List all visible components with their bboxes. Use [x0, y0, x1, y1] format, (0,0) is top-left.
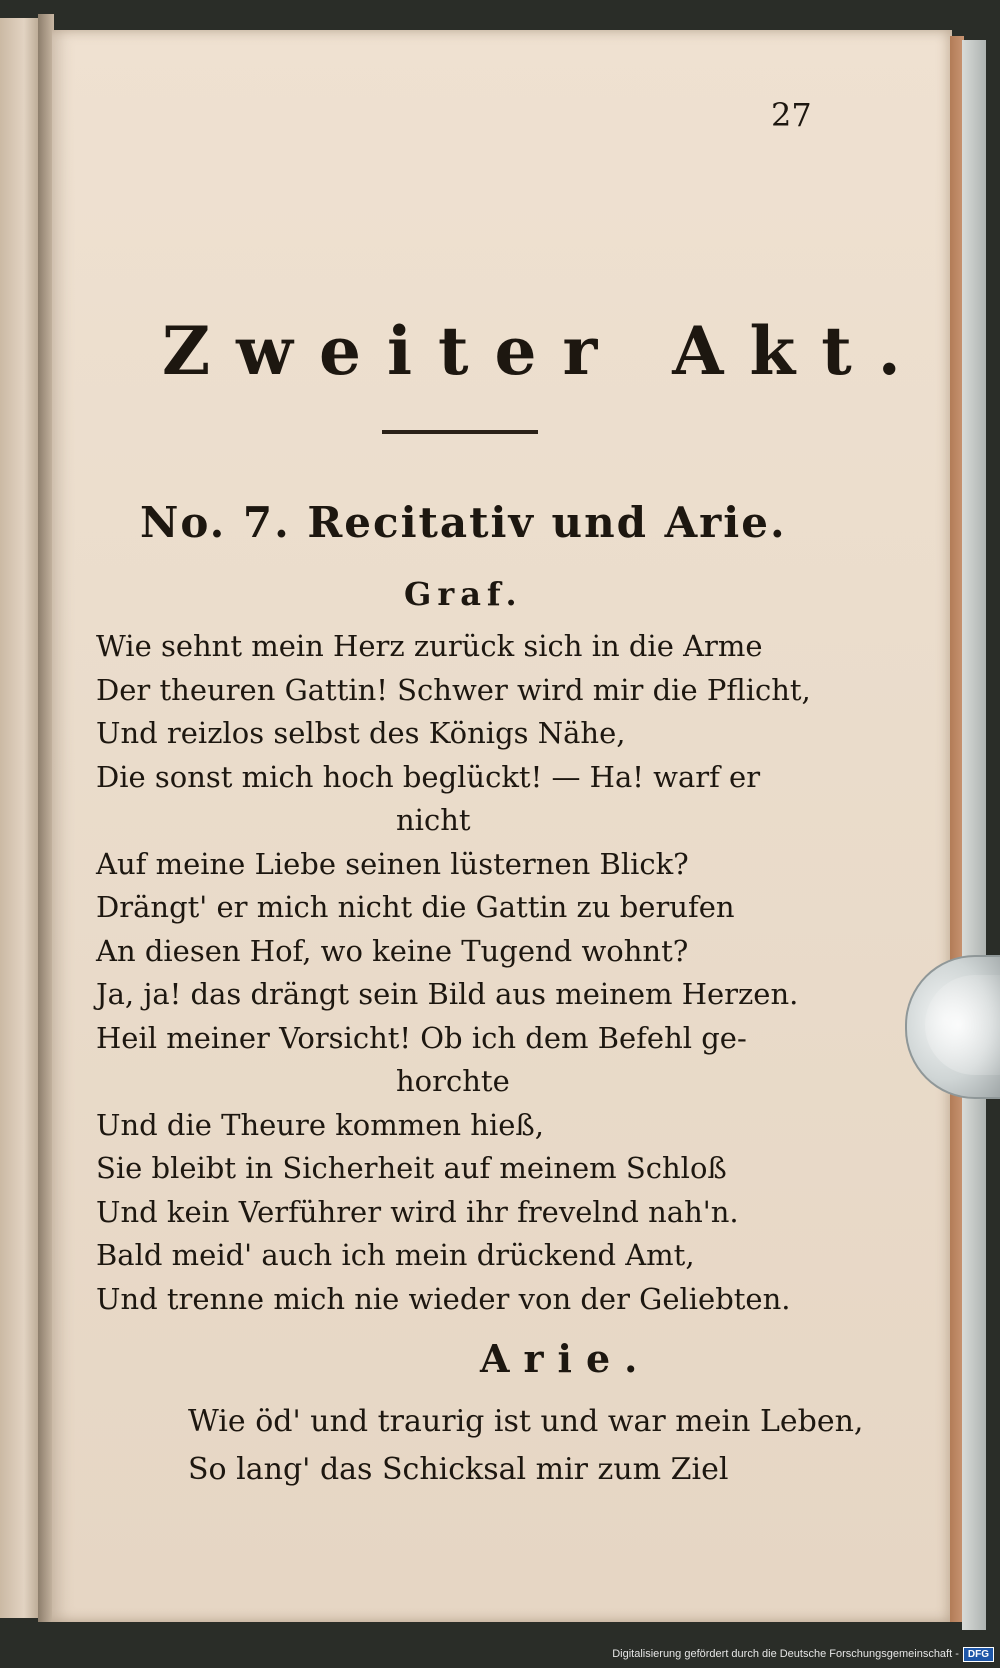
text-line: horchte	[396, 1064, 510, 1098]
recitative-text	[96, 625, 836, 1321]
text-line: Auf meine Liebe seinen lüsternen Blick?	[96, 846, 689, 881]
dfg-logo: DFG	[963, 1647, 994, 1662]
text-line: nicht	[396, 803, 471, 837]
aria-text	[188, 1398, 864, 1494]
text-line: So lang' das Schicksal mir zum Ziel	[188, 1452, 729, 1487]
page-number: 27	[771, 96, 812, 134]
text-line: Bald meid' auch ich mein drückend Amt,	[96, 1238, 695, 1272]
text-line: Ja, ja! das drängt sein Bild aus meinem Herzen.	[96, 977, 799, 1011]
text-line: Heil meiner Vorsicht! Ob ich dem Befehl ge-	[96, 1020, 747, 1055]
book-cover-edge	[962, 40, 986, 1630]
title-rule	[382, 430, 538, 434]
text-line: Und kein Verführer wird ihr frevelnd nah'n.	[96, 1194, 739, 1229]
text-line: Und die Theure kommen hieß,	[96, 1107, 545, 1142]
digitization-footer	[0, 1640, 1000, 1668]
text-line: Die sonst mich hoch beglückt! — Ha! warf er	[96, 759, 761, 794]
text-line: An diesen Hof, wo keine Tugend wohnt?	[96, 933, 689, 968]
left-page-edge	[0, 18, 40, 1618]
aria-heading: Arie.	[480, 1336, 652, 1381]
section-title: No. 7. Recitativ und Arie.	[140, 498, 787, 547]
speaker-name: Graf.	[404, 575, 523, 613]
text-line: Wie sehnt mein Herz zurück sich in die Arme	[96, 629, 763, 663]
text-line: Der theuren Gattin! Schwer wird mir die Pflicht,	[96, 672, 811, 707]
act-title: Zweiter Akt.	[162, 312, 927, 390]
text-line: Und reizlos selbst des Königs Nähe,	[96, 716, 626, 750]
text-line: Und trenne mich nie wieder von der Geliebten.	[96, 1281, 791, 1316]
footer-credit: Digitalisierung gefördert durch die Deutsche Forschungsgemeinschaft -	[612, 1648, 959, 1660]
text-line: Wie öd' und traurig ist und war mein Leben,	[188, 1404, 864, 1439]
text-line: Drängt' er mich nicht die Gattin zu berufen	[96, 890, 735, 924]
text-line: Sie bleibt in Sicherheit auf meinem Schloß	[96, 1151, 727, 1185]
